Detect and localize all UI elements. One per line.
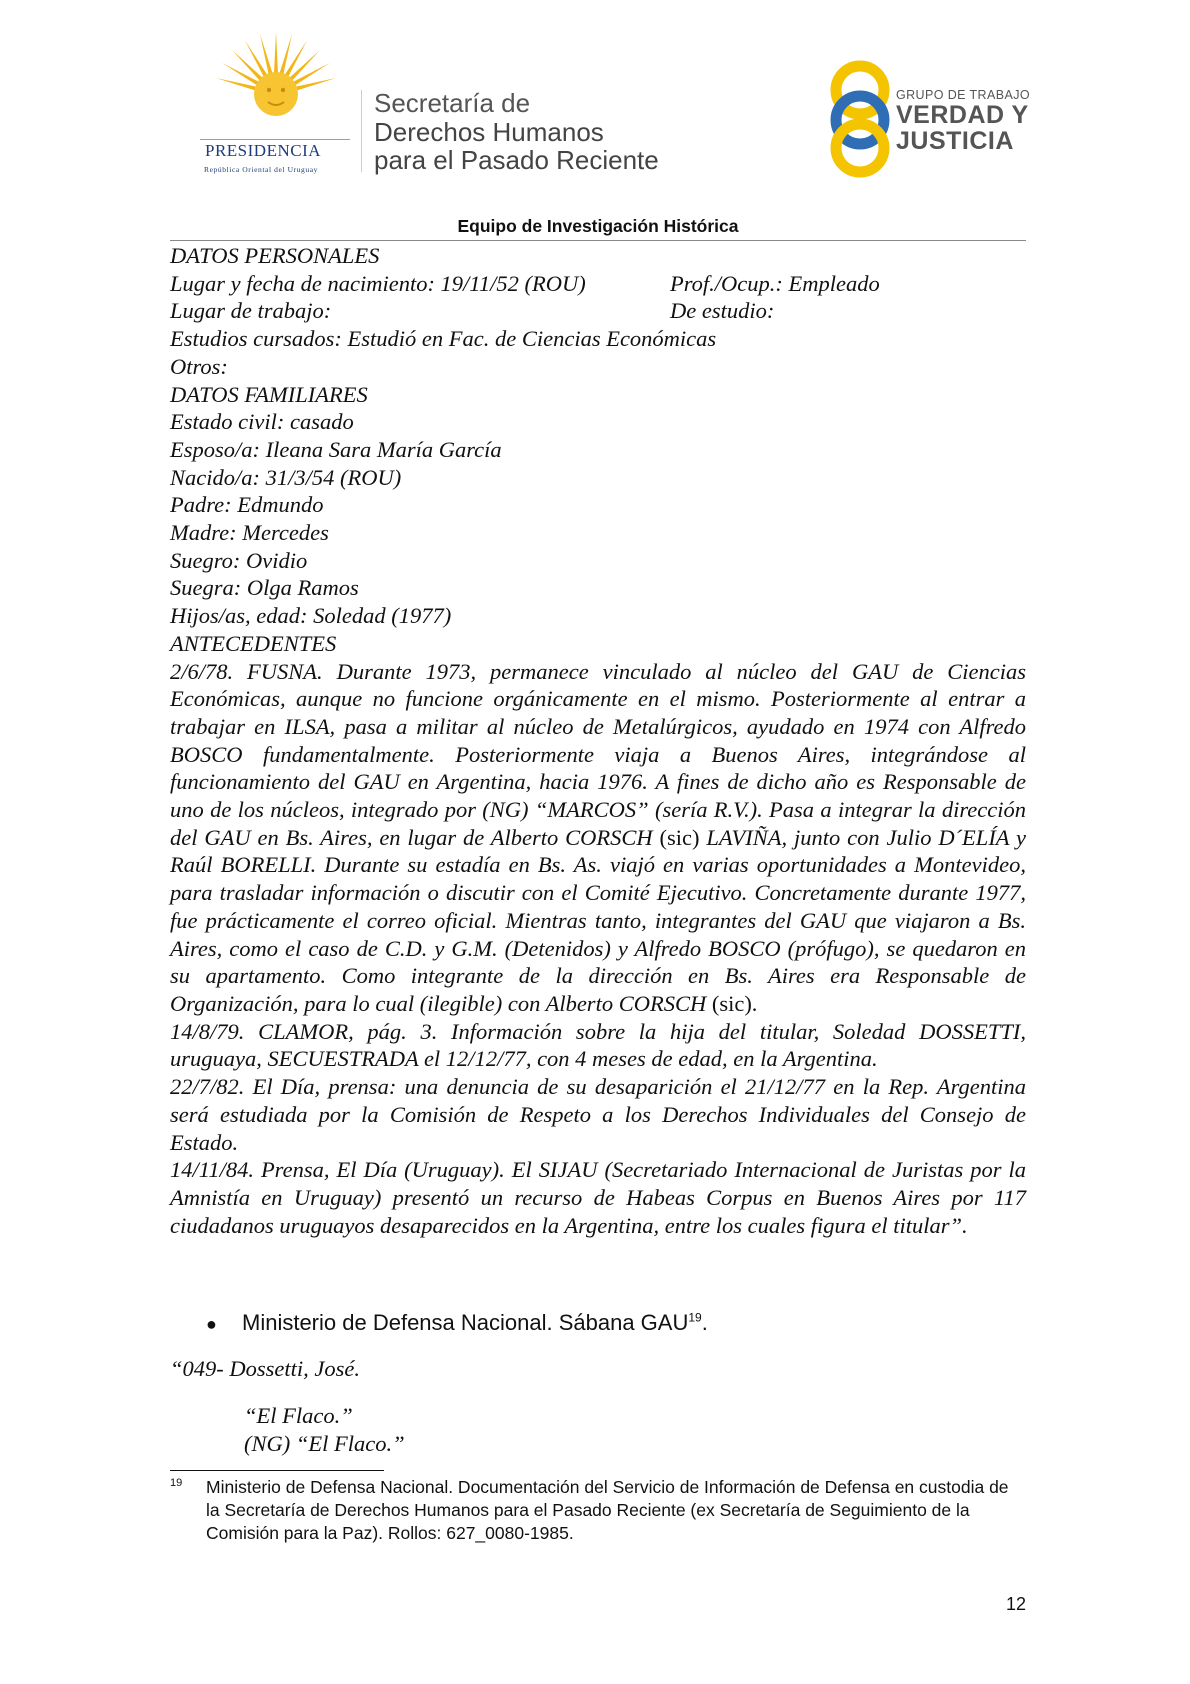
de-estudio: De estudio: [670, 298, 775, 324]
sic-mark-1: (sic) [659, 824, 700, 850]
lugar-fecha: Lugar y fecha de nacimiento: 19/11/52 (ROU) [170, 270, 586, 296]
suegro: Suegro: Ovidio [170, 547, 308, 573]
hijos: Hijos/as, edad: Soledad (1977) [170, 603, 452, 629]
page-number: 12 [1005, 1594, 1026, 1614]
madre: Madre: Mercedes [170, 520, 329, 546]
footnote-rule [170, 1470, 384, 1471]
grupo-trabajo-title [896, 88, 1030, 154]
antecedente-1978-part1: 2/6/78. FUSNA. Durante 1973, permanece vinculado al núcleo del GAU de Ciencias Económicas, aunque no funcione orgánicamente en el mismo. Posteriormente al entrar a trabajar en ILSA, pasa a militar al núcleo de Metalúrgicos, ayudado en 1974 con Alfredo BOSCO fundamentalmente. Posteriormente viaja a Buenos Aires, integrándose al funcionamiento del GAU en Argentina, hacia 1976. A fines de dicho año es Responsable de uno de los núcleos, integrado por (NG) “MARCOS” (sería R.V.). Pasa a integrar la dirección del GAU en Bs. Aires, en lugar de Alberto CORSCH [170, 658, 1026, 850]
footnote [170, 1476, 1026, 1545]
secretaria-line3: para el Pasado Reciente [374, 145, 659, 175]
header-rule [170, 240, 1026, 241]
bullet-end: . [701, 1310, 708, 1335]
antecedente-1984: 14/11/84. Prensa, El Día (Uruguay). El SIJAU (Secretariado Internacional de Juristas por la Amnistía en Uruguay) presentó un recurso de Habeas Corpus en Buenos Aires por 117 ciudadanos uruguayos desaparecidos en la Argentina, entre los cuales figura el titular”. [170, 1157, 1026, 1238]
secretaria-line2: Derechos Humanos [374, 117, 604, 147]
header-divider [361, 90, 362, 172]
verdad-justicia-logo [822, 56, 906, 180]
presidencia-sun-logo [196, 22, 356, 142]
bullet-label: Ministerio de Defensa Nacional. Sábana GAU [242, 1310, 689, 1335]
presidencia-subtitle: República Oriental del Uruguay [204, 165, 319, 174]
datos-personales-heading: DATOS PERSONALES [170, 243, 380, 268]
estado-civil: Estado civil: casado [170, 409, 354, 435]
antecedente-1978-part2: LAVIÑA, junto con Julio D´ELÍA y Raúl BORELLI. Durante su estadía en Bs. As. viajó en varias oportunidades a Montevideo, para trasladar información o discutir con el Comité Ejecutivo. Concretamente durante 1977, fue prácticamente el correo oficial. Mientras tanto, integrantes del GAU que viajaron a Bs. Aires, como el caso de C.D. y G.M. (Detenidos) y Alfredo BOSCO (prófugo), se quedaron en su apartamento. Como integrante de la dirección en Bs. Aires era Responsable de Organización, para lo cual (ilegible) con Alberto CORSCH [170, 824, 1027, 1016]
secretaria-title [374, 88, 659, 174]
birth-row [170, 270, 1026, 298]
padre: Padre: Edmundo [170, 492, 324, 518]
esposo: Esposo/a: Ileana Sara María García [170, 436, 502, 462]
antecedente-1982: 22/7/82. El Día, prensa: una denuncia de su desaparición el 21/12/77 en la Rep. Argentina será estudiada por la Comisión de Respeto a los Derechos Individuales del Consejo de Estado. [170, 1074, 1026, 1155]
footnote-ref: 19 [688, 1310, 702, 1325]
antecedente-1979: 14/8/79. CLAMOR, pág. 3. Información sobre la hija del titular, Soledad DOSSETTI, uruguaya, SECUESTRADA el 12/12/77, con 4 meses de edad, en la Argentina. [170, 1018, 1026, 1072]
bullet-dot-icon: ● [206, 1314, 217, 1334]
grupo-line1: GRUPO DE TRABAJO [896, 88, 1030, 102]
bullet-text [242, 1310, 708, 1336]
antecedente-1978 [170, 658, 1026, 1018]
footnote-number: 19 [170, 1477, 183, 1489]
quote-line3: (NG) “El Flaco.” [244, 1431, 405, 1456]
footnote-text: Ministerio de Defensa Nacional. Documentación del Servicio de Información de Defensa en custodia de la Secretaría de Derechos Humanos para el Pasado Reciente (ex Secretaría de Seguimiento de la Comisión para la Paz). Rollos: 627_0080-1985. [206, 1477, 1009, 1543]
otros: Otros: [170, 353, 228, 379]
presidencia-divider [200, 139, 350, 140]
profesion: Prof./Ocup.: Empleado [670, 270, 880, 296]
lugar-trabajo: Lugar de trabajo: [170, 298, 332, 324]
grupo-line2: VERDAD Y [896, 101, 1029, 129]
grupo-line3: JUSTICIA [896, 127, 1014, 155]
datos-familiares-heading: DATOS FAMILIARES [170, 381, 368, 407]
estudios: Estudios cursados: Estudió en Fac. de Ciencias Económicas [170, 326, 717, 352]
quote-line1: “049- Dossetti, José. [170, 1356, 360, 1381]
sic-mark-2: (sic). [711, 990, 758, 1016]
antecedentes-heading: ANTECEDENTES [170, 630, 337, 656]
work-row [170, 297, 1026, 325]
team-heading: Equipo de Investigación Histórica [457, 216, 739, 236]
quote-aliases [244, 1402, 405, 1458]
presidencia-label: PRESIDENCIA [205, 141, 322, 160]
bullet-item [206, 1310, 708, 1336]
quote-line2: “El Flaco.” [244, 1403, 353, 1428]
secretaria-line1: Secretaría de [374, 88, 531, 118]
document-body [170, 242, 1026, 1239]
nacido: Nacido/a: 31/3/54 (ROU) [170, 464, 402, 490]
suegra: Suegra: Olga Ramos [170, 575, 359, 601]
